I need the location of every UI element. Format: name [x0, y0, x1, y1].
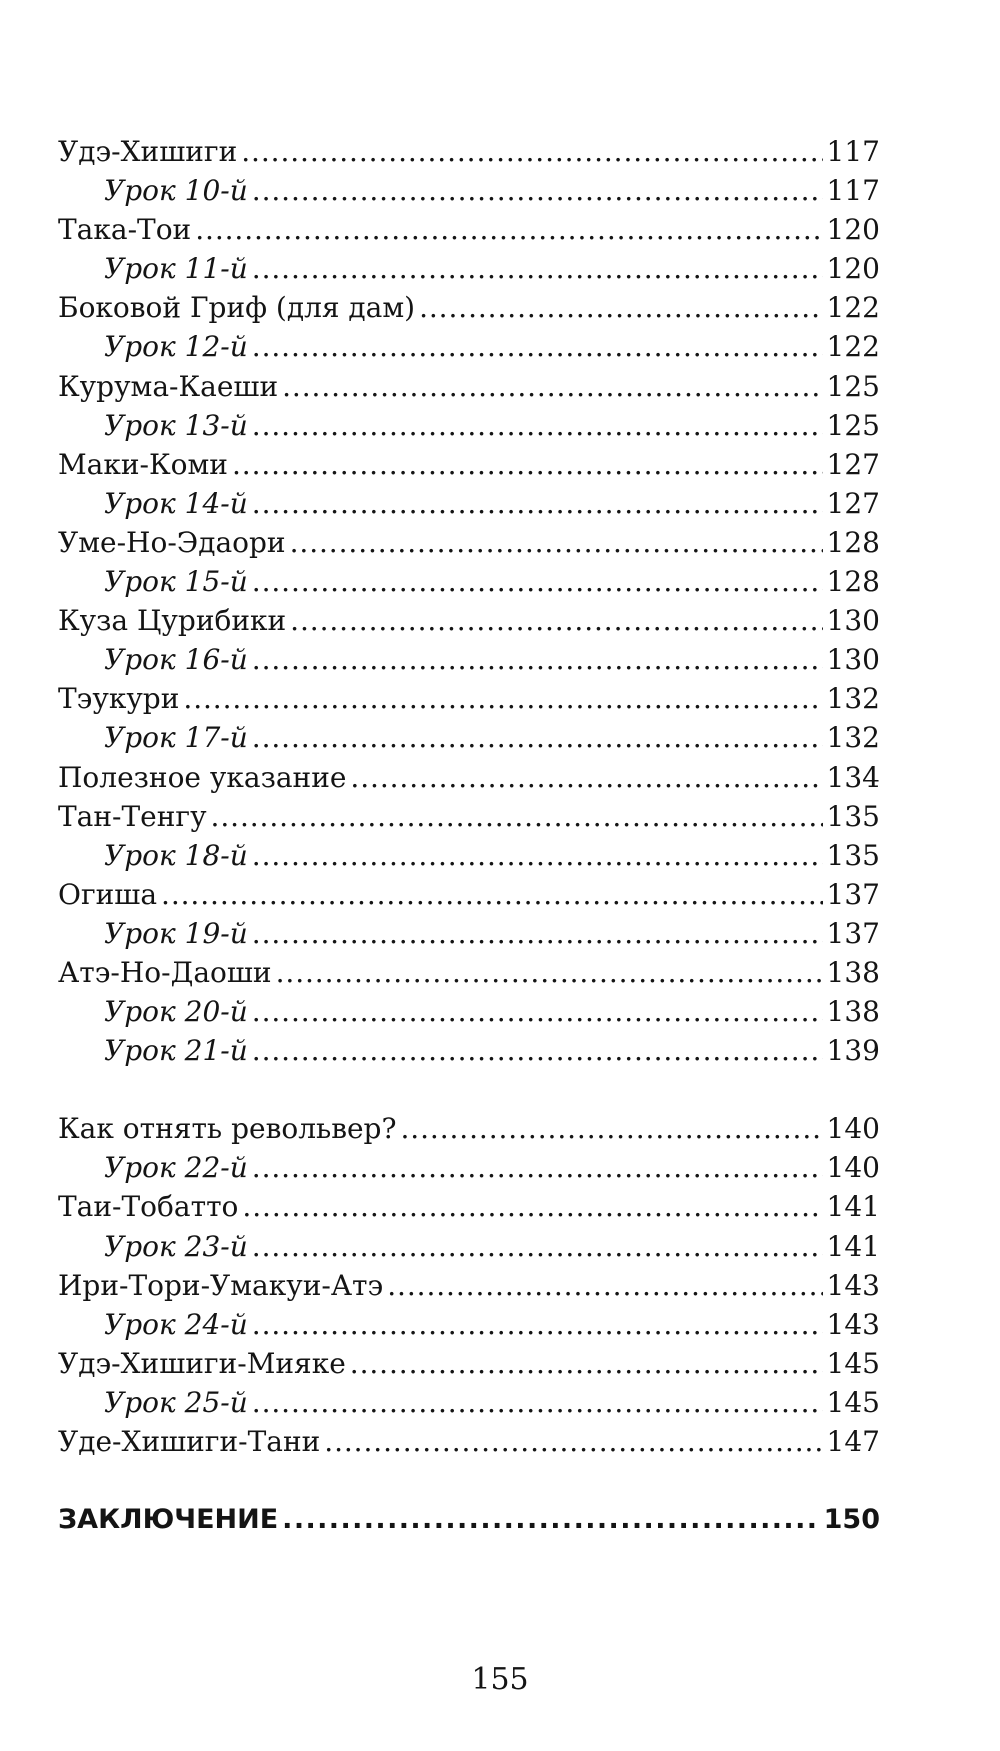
toc-entry-lesson[interactable]	[58, 1227, 880, 1266]
toc-entry-page: 127	[826, 447, 880, 481]
toc-entry-lesson[interactable]	[58, 406, 880, 445]
dot-leader	[350, 1344, 823, 1383]
toc-entry-title: Огиша	[58, 877, 158, 911]
dot-leader	[290, 523, 823, 562]
toc-entry[interactable]	[58, 288, 880, 327]
toc-entry-lesson[interactable]	[58, 914, 880, 953]
dot-leader	[290, 601, 822, 640]
toc-entry-page: 137	[826, 877, 880, 911]
toc-entry-page: 145	[826, 1385, 880, 1419]
dot-leader	[252, 1227, 823, 1266]
toc-entry-page: 135	[826, 838, 880, 872]
toc-entry-title: Урок 17-й	[104, 721, 248, 755]
toc-entry[interactable]	[58, 367, 880, 406]
toc-entry-page: 138	[826, 995, 880, 1029]
toc-entry-lesson[interactable]	[58, 1383, 880, 1422]
toc-entry[interactable]	[58, 758, 880, 797]
dot-leader	[252, 562, 823, 601]
toc-entry-title: Урок 20-й	[104, 995, 248, 1029]
dot-leader	[232, 445, 823, 484]
toc-entry-title: Урок 10-й	[104, 174, 248, 208]
toc-entry-page: 140	[826, 1112, 880, 1146]
toc-entry-page: 143	[826, 1268, 880, 1302]
toc-entry-page: 141	[826, 1190, 880, 1224]
toc-entry[interactable]	[58, 523, 880, 562]
toc-entry-title: Тэукури	[58, 682, 180, 716]
toc-entry[interactable]	[58, 132, 880, 171]
toc-entry-title: Урок 14-й	[104, 486, 248, 520]
toc-entry-page: 139	[826, 1034, 880, 1068]
toc-entry[interactable]	[58, 1187, 880, 1226]
toc-entry[interactable]	[58, 601, 880, 640]
toc-entry[interactable]	[58, 1109, 880, 1148]
toc-entry[interactable]	[58, 953, 880, 992]
toc-entry[interactable]	[58, 1422, 880, 1461]
toc-entry-lesson[interactable]	[58, 1031, 880, 1070]
toc-entry-title: Урок 18-й	[104, 838, 248, 872]
toc-entry-lesson[interactable]	[58, 562, 880, 601]
toc-entry-title: Куза Цурибики	[58, 604, 287, 638]
dot-leader	[252, 1031, 823, 1070]
toc-entry-page: 137	[826, 916, 880, 950]
dot-leader	[252, 992, 823, 1031]
toc-entry-title: Ири-Тори-Умакуи-Атэ	[58, 1268, 384, 1302]
toc-entry-page: 141	[826, 1229, 880, 1263]
toc-entry-lesson[interactable]	[58, 718, 880, 757]
toc-entry-title: Уме-Но-Эдаори	[58, 525, 286, 559]
dot-leader	[387, 1266, 822, 1305]
toc-group-1	[58, 132, 880, 1070]
dot-leader	[252, 249, 823, 288]
dot-leader	[211, 797, 823, 836]
toc-entry-lesson[interactable]	[58, 836, 880, 875]
dot-leader	[401, 1109, 823, 1148]
toc-entry-title: Удэ-Хишиги	[58, 135, 238, 168]
toc-entry-title: Урок 25-й	[104, 1385, 248, 1419]
dot-leader	[252, 1148, 823, 1187]
dot-leader	[324, 1422, 822, 1461]
table-of-contents	[58, 132, 880, 1539]
dot-leader	[252, 484, 823, 523]
dot-leader	[350, 758, 822, 797]
toc-entry-title: Така-Тои	[58, 213, 192, 247]
dot-leader	[161, 875, 823, 914]
toc-entry-conclusion[interactable]	[58, 1500, 880, 1539]
toc-entry-page: 128	[826, 565, 880, 599]
dot-leader	[252, 640, 823, 679]
dot-leader	[252, 327, 823, 366]
toc-entry-page: 122	[826, 291, 880, 325]
toc-entry-title: Урок 24-й	[104, 1307, 248, 1341]
toc-entry-page: 135	[826, 799, 880, 833]
toc-entry[interactable]	[58, 875, 880, 914]
toc-entry-page: 145	[826, 1346, 880, 1380]
dot-leader	[282, 367, 822, 406]
dot-leader	[252, 914, 823, 953]
toc-entry-title: Таи-Тобатто	[58, 1190, 239, 1224]
toc-entry-title: Полезное указание	[58, 760, 347, 794]
dot-leader	[183, 679, 822, 718]
toc-entry[interactable]	[58, 1344, 880, 1383]
toc-entry-lesson[interactable]	[58, 484, 880, 523]
toc-entry-page: 132	[826, 721, 880, 755]
toc-entry-title: Урок 22-й	[104, 1151, 248, 1185]
dot-leader	[241, 132, 822, 171]
dot-leader	[252, 406, 823, 445]
toc-entry-lesson[interactable]	[58, 171, 880, 210]
toc-entry[interactable]	[58, 797, 880, 836]
toc-entry-lesson[interactable]	[58, 1305, 880, 1344]
toc-entry-page: 120	[826, 213, 880, 247]
toc-entry-title: Урок 15-й	[104, 565, 248, 599]
toc-entry[interactable]	[58, 1266, 880, 1305]
toc-entry-page: 147	[826, 1425, 880, 1458]
toc-entry-page: 125	[826, 369, 880, 403]
toc-entry-title: Как отнять револьвер?	[58, 1112, 397, 1146]
dot-leader	[252, 1383, 823, 1422]
toc-entry-page: 150	[823, 1504, 880, 1536]
toc-entry[interactable]	[58, 679, 880, 718]
toc-entry-page: 132	[826, 682, 880, 716]
dot-leader	[276, 953, 823, 992]
toc-entry-title: Урок 11-й	[104, 252, 248, 286]
toc-entry-title: Тан-Тенгу	[58, 799, 207, 833]
toc-entry-page: 130	[826, 604, 880, 638]
toc-entry[interactable]	[58, 210, 880, 249]
toc-entry-page: 120	[826, 252, 880, 286]
toc-entry-lesson[interactable]	[58, 327, 880, 366]
toc-entry-lesson[interactable]	[58, 249, 880, 288]
toc-entry-lesson[interactable]	[58, 1148, 880, 1187]
toc-entry-page: 134	[826, 760, 880, 794]
toc-spacer	[58, 1461, 880, 1500]
dot-leader	[252, 718, 823, 757]
toc-entry-title: Курума-Каеши	[58, 369, 279, 403]
toc-entry-page: 130	[826, 643, 880, 677]
page-number: 155	[471, 1662, 529, 1697]
toc-entry-title: Атэ-Но-Даоши	[58, 955, 272, 989]
toc-entry-page: 127	[826, 486, 880, 520]
toc-entry-title: ЗАКЛЮЧЕНИЕ	[58, 1504, 279, 1536]
toc-entry-page: 128	[826, 525, 880, 559]
toc-entry-lesson[interactable]	[58, 640, 880, 679]
toc-entry-title: Урок 23-й	[104, 1229, 248, 1263]
dot-leader	[252, 836, 823, 875]
toc-entry-page: 117	[826, 174, 880, 208]
toc-entry[interactable]	[58, 445, 880, 484]
toc-entry-page: 117	[826, 135, 880, 168]
toc-entry-title: Урок 19-й	[104, 916, 248, 950]
toc-entry-title: Удэ-Хишиги-Мияке	[58, 1346, 346, 1380]
toc-entry-title: Урок 21-й	[104, 1034, 248, 1068]
toc-entry-title: Боковой Гриф (для дам)	[58, 291, 416, 325]
toc-entry-title: Урок 16-й	[104, 643, 248, 677]
toc-entry-lesson[interactable]	[58, 992, 880, 1031]
toc-entry-page: 140	[826, 1151, 880, 1185]
dot-leader	[282, 1500, 819, 1539]
toc-entry-page: 138	[826, 955, 880, 989]
dot-leader	[195, 210, 822, 249]
toc-entry-title: Урок 12-й	[104, 330, 248, 364]
toc-spacer	[58, 1070, 880, 1109]
toc-group-2	[58, 1109, 880, 1461]
toc-entry-page: 122	[826, 330, 880, 364]
dot-leader	[252, 171, 823, 210]
toc-entry-page: 143	[826, 1307, 880, 1341]
toc-entry-title: Урок 13-й	[104, 408, 248, 442]
toc-entry-page: 125	[826, 408, 880, 442]
dot-leader	[252, 1305, 823, 1344]
dot-leader	[242, 1187, 822, 1226]
dot-leader	[419, 288, 822, 327]
toc-entry-title: Маки-Коми	[58, 447, 228, 481]
toc-entry-title: Уде-Хишиги-Тани	[58, 1425, 321, 1458]
